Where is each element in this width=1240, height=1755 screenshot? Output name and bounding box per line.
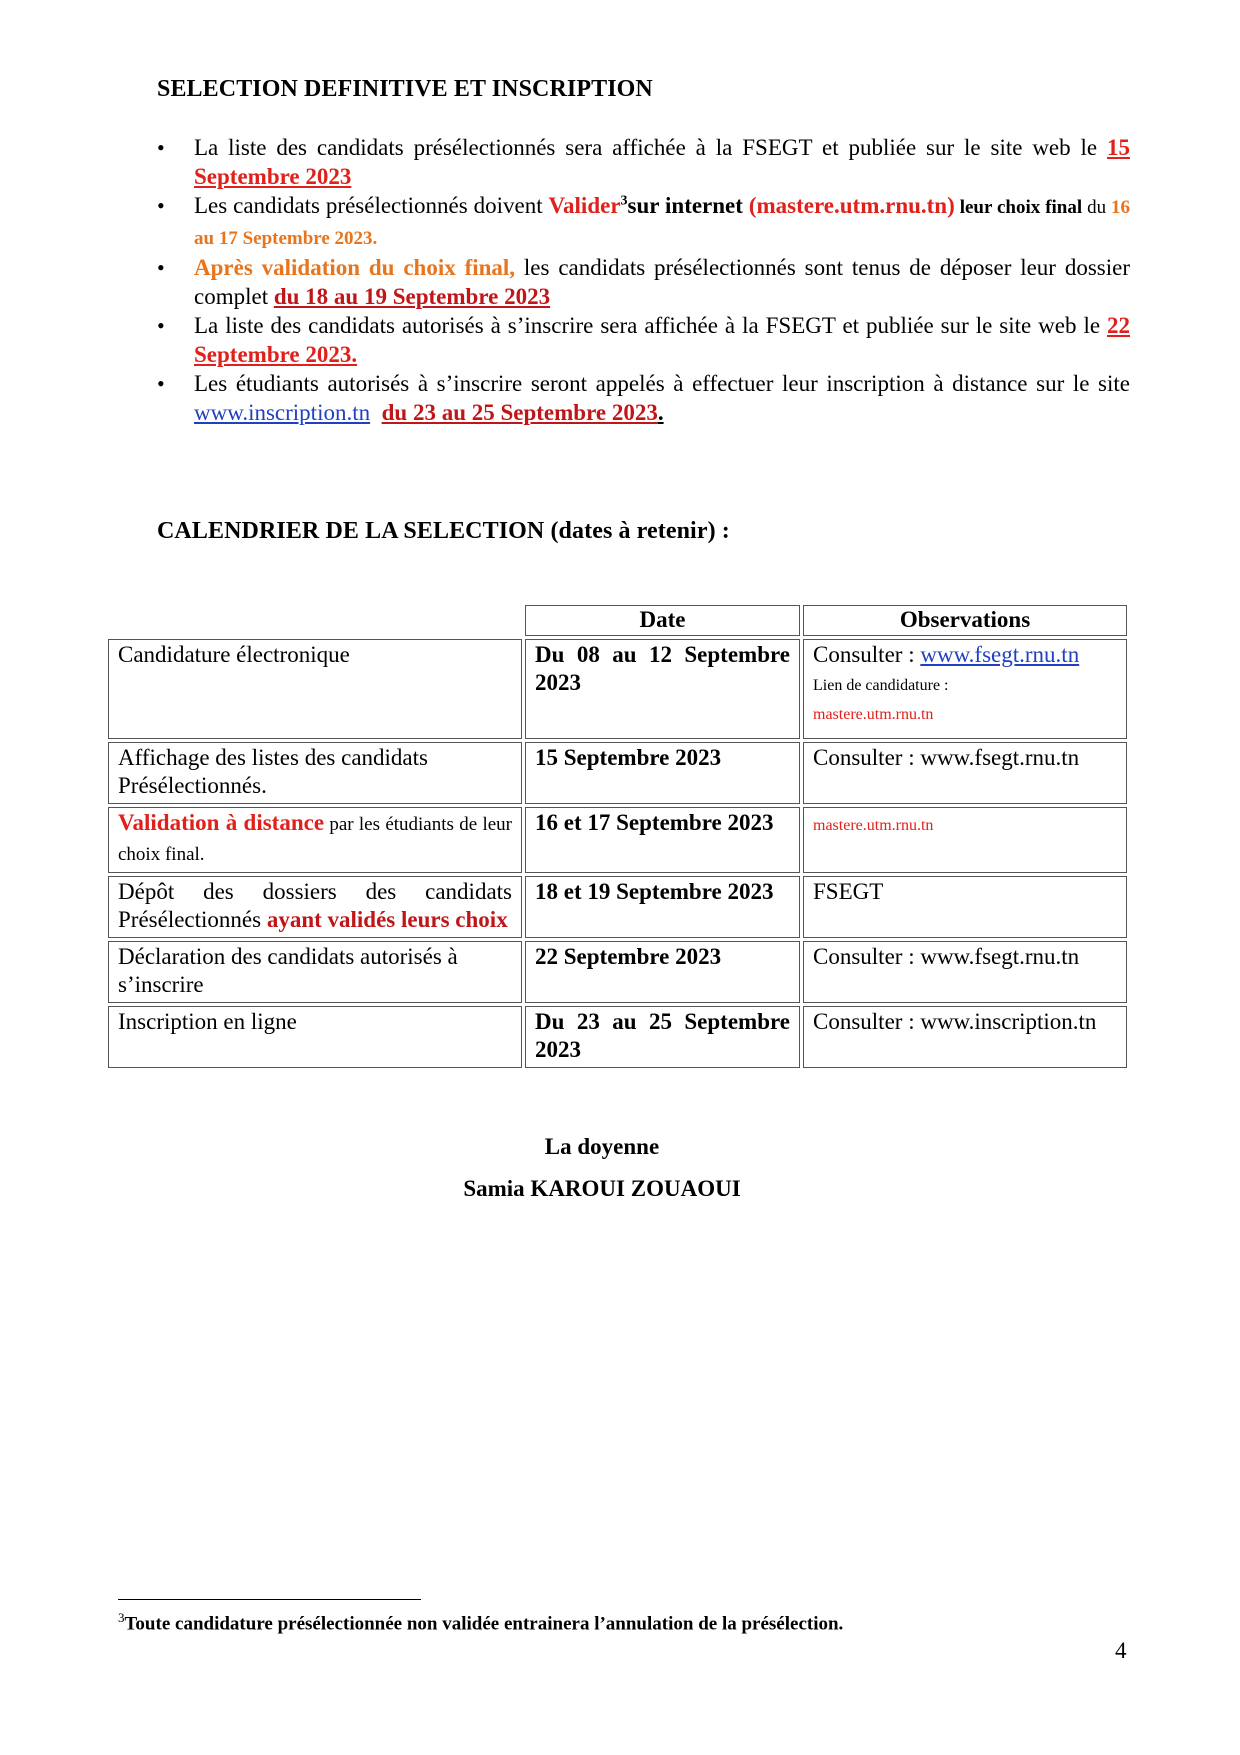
date-highlight: du 23 au 25 Septembre 2023 xyxy=(381,399,658,425)
date-cell: Du 08 au 12 Septembre 2023 xyxy=(525,639,800,739)
observation-cell xyxy=(803,639,1127,739)
table-row xyxy=(108,639,1127,739)
column-header-observations: Observations xyxy=(803,605,1127,636)
inscription-link[interactable]: www.inscription.tn xyxy=(194,399,371,425)
step-text: Dépôt des dossiers des candidats Présélectionnés xyxy=(118,878,512,932)
valider-highlight: Valider xyxy=(548,193,621,218)
item-text-bold: leur xyxy=(954,197,997,218)
step-cell: Candidature électronique xyxy=(108,639,522,739)
mastere-site-text: mastere.utm.rnu.tn xyxy=(813,816,934,834)
date-cell: 18 et 19 Septembre 2023 xyxy=(525,876,800,938)
list-item xyxy=(157,254,1130,311)
footnote-divider xyxy=(118,1599,421,1600)
observation-cell xyxy=(803,807,1127,873)
column-header-date: Date xyxy=(525,605,800,636)
section-heading-calendar: CALENDRIER DE LA SELECTION (dates à retenir) : xyxy=(157,518,730,544)
step-cell xyxy=(108,807,522,873)
date-highlight: 22 Septembre 2023. xyxy=(194,313,1130,367)
step-cell: Déclaration des candidats autorisés à s’inscrire xyxy=(108,941,522,1003)
validation-highlight: Validation à distance xyxy=(118,809,325,835)
step-cell xyxy=(108,876,522,938)
table-row xyxy=(108,941,1127,1003)
item-text: La liste des candidats autorisés à s’inscrire sera affichée à la FSEGT et publiée sur le site web le xyxy=(194,313,1107,338)
observation-text: Lien de candidature : xyxy=(813,677,949,694)
step-cell: Inscription en ligne xyxy=(108,1006,522,1068)
date-cell: 22 Septembre 2023 xyxy=(525,941,800,1003)
mastere-site-text: mastere.utm.rnu.tn xyxy=(813,705,934,723)
table-row xyxy=(108,807,1127,873)
observation-cell: Consulter : www.fsegt.rnu.tn xyxy=(803,941,1127,1003)
apres-highlight: Après validation du choix final, xyxy=(194,255,516,280)
fsegt-link[interactable]: www.fsegt.rnu.tn xyxy=(920,641,1080,667)
observation-cell: Consulter : www.inscription.tn xyxy=(803,1006,1127,1068)
section-heading-selection: SELECTION DEFINITIVE ET INSCRIPTION xyxy=(157,76,653,102)
calendar-table xyxy=(105,602,1130,1071)
list-item xyxy=(157,370,1130,427)
item-text-bold: choix final xyxy=(997,197,1083,218)
table-row xyxy=(108,1006,1127,1068)
footnote-text: Toute candidature présélectionnée non validée entrainera l’annulation de la présélection. xyxy=(124,1613,844,1635)
observation-cell: Consulter : www.fsegt.rnu.tn xyxy=(803,742,1127,804)
list-item xyxy=(157,134,1130,191)
site-highlight: (mastere.utm.rnu.tn) xyxy=(748,193,955,218)
step-cell: Affichage des listes des candidats Présélectionnés. xyxy=(108,742,522,804)
item-text: Les étudiants autorisés à s’inscrire seront appelés à effectuer leur inscription à distance sur le site xyxy=(194,371,1130,396)
date-highlight: du 18 au 19 Septembre 2023 xyxy=(273,283,551,309)
date-highlight: 15 Septembre 2023 xyxy=(194,135,1130,189)
item-text: . xyxy=(657,399,664,425)
choix-highlight: ayant validés leurs choix xyxy=(266,907,508,932)
signature-title: La doyenne xyxy=(544,1134,660,1159)
date-cell: Du 23 au 25 Septembre 2023 xyxy=(525,1006,800,1068)
observation-cell: FSEGT xyxy=(803,876,1127,938)
item-text: Les candidats présélectionnés doivent xyxy=(194,193,549,218)
signature-name: Samia KAROUI ZOUAOUI xyxy=(463,1176,741,1201)
table-row xyxy=(108,742,1127,804)
observation-text: Consulter : xyxy=(813,641,921,667)
item-text-bold: sur internet xyxy=(627,193,749,218)
selection-steps-list xyxy=(157,134,1130,428)
item-text: La liste des candidats présélectionnés sera affichée à la FSEGT et publiée sur le site web le xyxy=(194,135,1107,160)
step-text: par les étudiants de leur choix final. xyxy=(118,813,512,865)
footnote-number: 3 xyxy=(118,1610,125,1625)
table-row xyxy=(108,876,1127,938)
item-text: du xyxy=(1082,197,1112,218)
date-cell: 16 et 17 Septembre 2023 xyxy=(525,807,800,873)
page-number: 4 xyxy=(1115,1638,1127,1663)
footnote xyxy=(118,1610,843,1635)
empty-header-cell xyxy=(108,605,522,636)
footnote-ref: 3 xyxy=(620,193,628,209)
list-item xyxy=(157,312,1130,369)
list-item xyxy=(157,192,1130,253)
date-cell: 15 Septembre 2023 xyxy=(525,742,800,804)
date-highlight: 16 au 17 Septembre 2023. xyxy=(194,197,1131,249)
table-header-row xyxy=(108,605,1127,636)
item-text: les candidats présélectionnés sont tenus de déposer leur dossier complet xyxy=(194,255,1130,309)
